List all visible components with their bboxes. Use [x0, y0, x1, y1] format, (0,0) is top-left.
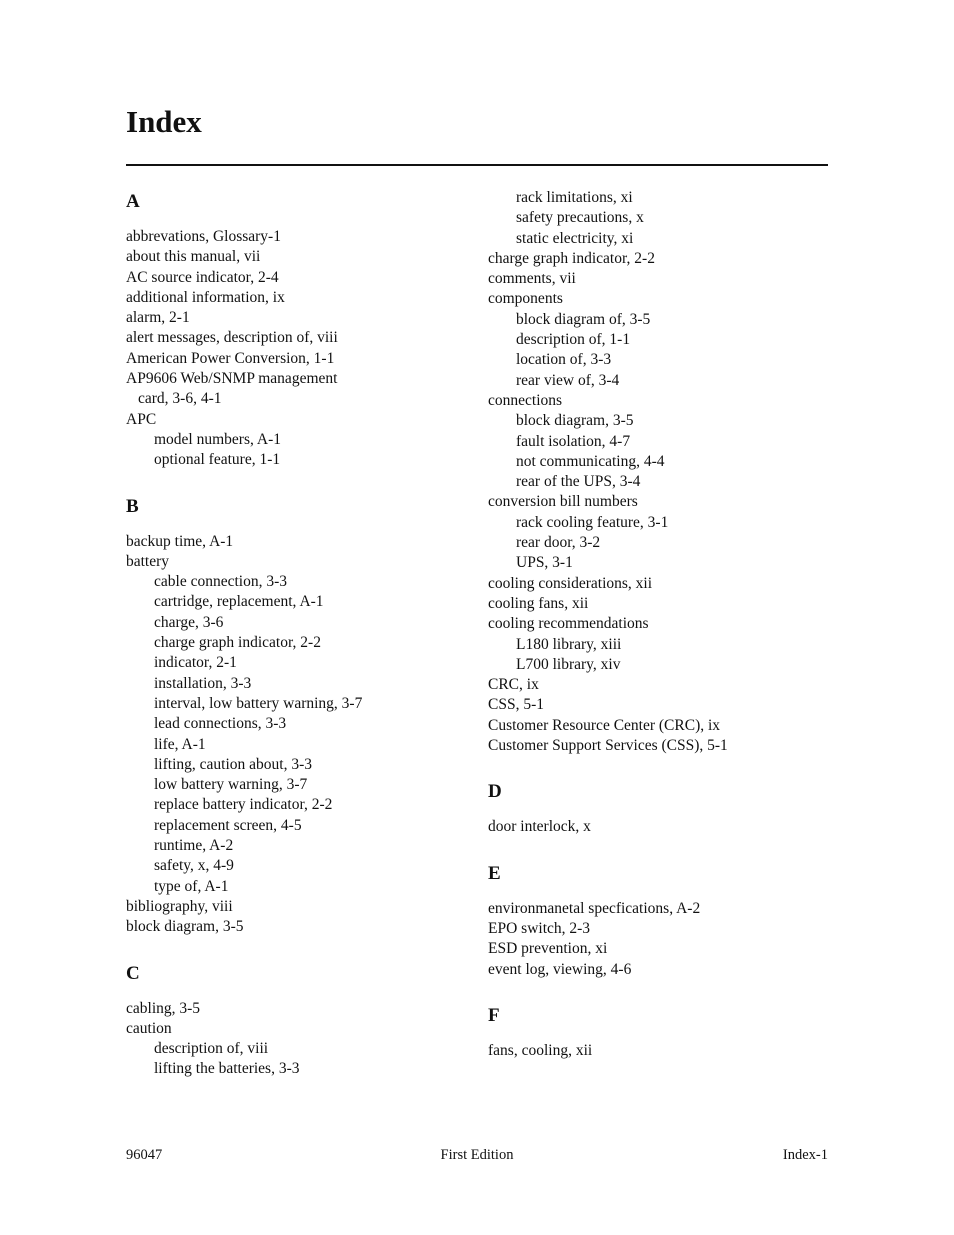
- index-subentry: rack cooling feature, 3-1: [516, 513, 669, 531]
- index-entry: cooling considerations, xii: [488, 574, 653, 592]
- index-entry: additional information, ix: [126, 288, 285, 306]
- index-subentry: interval, low battery warning, 3-7: [154, 694, 363, 712]
- index-entry: battery: [126, 552, 170, 570]
- index-entry: ESD prevention, xi: [488, 940, 608, 958]
- index-subentry: runtime, A-2: [154, 837, 234, 855]
- index-entry: EPO switch, 2-3: [488, 919, 591, 937]
- index-subentry: lead connections, 3-3: [154, 715, 287, 733]
- index-entry: cabling, 3-5: [126, 999, 201, 1017]
- index-subentry: model numbers, A-1: [154, 430, 281, 448]
- index-subentry: charge graph indicator, 2-2: [154, 634, 321, 652]
- index-subentry: UPS, 3-1: [516, 554, 573, 572]
- index-column-left: [126, 190, 476, 1080]
- index-subentry: rear door, 3-2: [516, 534, 601, 552]
- index-subentry: replacement screen, 4-5: [154, 816, 302, 834]
- title-rule: [126, 164, 828, 166]
- index-entry: connections: [488, 391, 563, 409]
- index-subentry: cable connection, 3-3: [154, 573, 287, 591]
- index-subentry: lifting the batteries, 3-3: [154, 1060, 300, 1078]
- index-entry: conversion bill numbers: [488, 493, 638, 511]
- index-entry: event log, viewing, 4-6: [488, 960, 632, 978]
- index-subentry: charge, 3-6: [154, 613, 224, 631]
- index-entry: alarm, 2-1: [126, 309, 190, 327]
- index-subentry: replace battery indicator, 2-2: [154, 796, 333, 814]
- index-entry: cooling recommendations: [488, 615, 649, 633]
- section-letter-a: A: [126, 191, 140, 212]
- index-entry: APC: [126, 410, 157, 428]
- index-subentry: indicator, 2-1: [154, 654, 237, 672]
- index-subentry: block diagram, 3-5: [516, 412, 634, 430]
- index-subentry: location of, 3-3: [516, 351, 612, 369]
- index-subentry: installation, 3-3: [154, 674, 252, 692]
- index-subentry: L700 library, xiv: [516, 655, 621, 673]
- index-entry: abbrevations, Glossary-1: [126, 228, 281, 245]
- index-entry: bibliography, viii: [126, 897, 233, 915]
- footer-page-number: Index-1: [782, 1147, 828, 1163]
- index-entry: cooling fans, xii: [488, 594, 589, 612]
- index-entry: environmanetal specfications, A-2: [488, 899, 701, 917]
- index-subentry: fault isolation, 4-7: [516, 432, 631, 450]
- index-entry: door interlock, x: [488, 818, 591, 836]
- index-entry: comments, vii: [488, 270, 576, 288]
- index-entry: fans, cooling, xii: [488, 1041, 593, 1059]
- index-entry: American Power Conversion, 1-1: [126, 349, 335, 367]
- section-letter-d: D: [488, 781, 502, 803]
- index-entry: Customer Support Services (CSS), 5-1: [488, 737, 728, 755]
- index-entry-continuation: card, 3-6, 4-1: [138, 390, 222, 408]
- index-entry: components: [488, 290, 563, 308]
- index-subentry: cartridge, replacement, A-1: [154, 593, 324, 611]
- index-subentry: rear of the UPS, 3-4: [516, 473, 641, 491]
- index-subentry: L180 library, xiii: [516, 635, 622, 653]
- index-subentry: low battery warning, 3-7: [154, 776, 308, 794]
- index-subentry: safety precautions, x: [516, 209, 644, 227]
- footer-document-number: 96047: [126, 1147, 163, 1163]
- index-entry: alert messages, description of, viii: [126, 329, 338, 347]
- index-entry: backup time, A-1: [126, 532, 234, 550]
- page-title: Index: [126, 104, 202, 139]
- index-entry: block diagram, 3-5: [126, 918, 244, 936]
- index-subentry: rack limitations, xi: [516, 189, 633, 206]
- index-entry: charge graph indicator, 2-2: [488, 249, 655, 267]
- index-subentry: description of, 1-1: [516, 331, 631, 349]
- section-letter-b: B: [126, 495, 139, 517]
- section-letter-f: F: [488, 1004, 500, 1026]
- section-letter-c: C: [126, 962, 140, 984]
- index-entry: about this manual, vii: [126, 248, 261, 266]
- index-subentry: block diagram of, 3-5: [516, 310, 651, 328]
- index-entry: Customer Resource Center (CRC), ix: [488, 716, 721, 734]
- index-entry: CSS, 5-1: [488, 696, 544, 714]
- index-subentry: static electricity, xi: [516, 229, 634, 247]
- index-subentry: description of, viii: [154, 1040, 269, 1058]
- index-entry: AC source indicator, 2-4: [126, 268, 279, 286]
- index-entry: AP9606 Web/SNMP management: [126, 370, 338, 388]
- index-subentry: rear view of, 3-4: [516, 371, 620, 389]
- index-column-right: [488, 188, 838, 1061]
- index-subentry: lifting, caution about, 3-3: [154, 755, 312, 773]
- index-entry: CRC, ix: [488, 676, 539, 694]
- footer-edition: First Edition: [440, 1147, 514, 1163]
- index-subentry: not communicating, 4-4: [516, 452, 665, 470]
- index-subentry: life, A-1: [154, 735, 206, 753]
- index-subentry: type of, A-1: [154, 877, 229, 895]
- section-letter-e: E: [488, 862, 501, 884]
- index-subentry: safety, x, 4-9: [154, 857, 234, 875]
- index-entry: caution: [126, 1019, 172, 1037]
- index-subentry: optional feature, 1-1: [154, 451, 281, 469]
